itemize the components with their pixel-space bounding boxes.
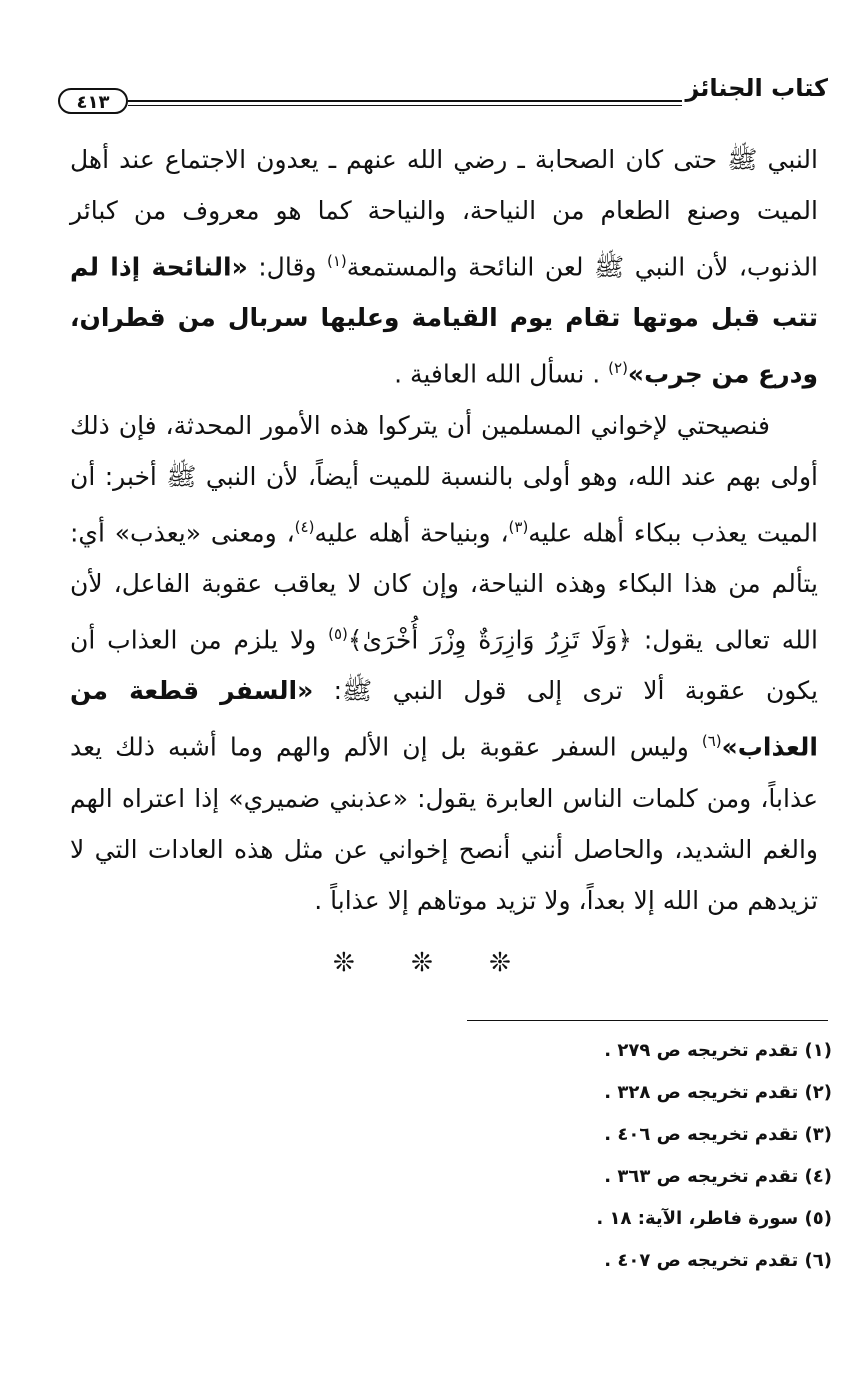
- footnotes: [412, 1030, 832, 1282]
- footnote-3: [412, 1114, 832, 1156]
- paragraph-1: [70, 134, 818, 400]
- footnote-ref-2: (٢): [608, 359, 628, 378]
- footnote-text: تقدم تخريجه ص ٤٠٦ .: [604, 1124, 799, 1145]
- p2-text: فنصيحتي لإخواني المسلمين أن يتركوا هذه الأمور المحدثة، فإن ذلك أولى بهم عند الله، وهو أولى بالنسبة للميت أيضاً، لأن النبي ﷺ أخبر: أن الميت يعذب ببكاء أهله عليه: [70, 410, 818, 547]
- header-rule: [128, 100, 682, 102]
- footnote-number: (٥): [804, 1208, 832, 1229]
- p1-text: النبي ﷺ حتى كان الصحابة ـ رضي الله عنهم ـ يعدون الاجتماع عند أهل الميت وصنع الطعام من النياحة، والنياحة كما هو معروف من كبائر الذنوب، لأن النبي ﷺ لعن النائحة والمستمعة: [70, 145, 819, 282]
- footnote-ref-3: (٣): [508, 517, 529, 536]
- p1-text-2: وقال:: [247, 252, 327, 282]
- footnote-rule: [467, 1020, 828, 1021]
- footnote-text: تقدم تخريجه ص ٣٢٨ .: [604, 1082, 799, 1103]
- footnote-2: [412, 1072, 832, 1114]
- p2-text-2: ، وبنياحة أهله عليه: [314, 517, 509, 547]
- footnote-number: (٢): [804, 1082, 832, 1103]
- footnote-text: تقدم تخريجه ص ٤٠٧ .: [604, 1250, 799, 1271]
- p2-text-5: وليس السفر عقوبة بل إن الألم والهم وما أشبه ذلك يعد عذاباً، ومن كلمات الناس العابرة يقول: «عذبني ضميري» إذا اعتراه الهم والغم الشديد، والحاصل أنني أنصح إخواني عن مثل هذه العادات التي لا تزيدهم من الله إلا بعداً، ولا تزيد موتاهم إلا عذاباً .: [70, 732, 818, 915]
- footnote-text: سورة فاطر، الآية: ١٨ .: [596, 1208, 799, 1229]
- main-text: [70, 134, 818, 926]
- p2-text-4: ولا يلزم من العذاب أن يكون عقوبة ألا ترى إلى قول النبي ﷺ:: [70, 625, 818, 706]
- page-number: ٤١٣: [58, 88, 128, 114]
- footnote-number: (٣): [804, 1124, 832, 1145]
- footnote-ref-1: (١): [326, 252, 347, 270]
- footnote-5: [412, 1198, 832, 1240]
- book-title: كتاب الجنائز: [685, 74, 828, 102]
- paragraph-2: [70, 400, 818, 926]
- footnote-ref-6: (٦): [701, 732, 722, 751]
- footnote-text: تقدم تخريجه ص ٢٧٩ .: [604, 1040, 799, 1061]
- footnote-ref-4: (٤): [294, 517, 315, 536]
- footnote-ref-5: (٥): [328, 624, 348, 643]
- page-header: [58, 70, 828, 113]
- footnote-4: [412, 1156, 832, 1198]
- footnote-text: تقدم تخريجه ص ٣٦٣ .: [604, 1166, 799, 1187]
- p2-text-3: ، ومعنى «يعذب» أي: يتألم من هذا البكاء وهذه النياحة، وإن كان لا يعاقب عقوبة الفاعل، لأن الله تعالى يقول:: [70, 517, 818, 655]
- p1-text-3: . نسأل الله العافية .: [394, 359, 609, 389]
- footnote-1: [412, 1030, 832, 1072]
- section-separator: ❊ ❊ ❊: [333, 948, 535, 978]
- footnote-number: (٦): [804, 1250, 832, 1271]
- footnote-number: (١): [804, 1040, 832, 1061]
- hadith-quote-2: «السفر قطعة من العذاب»: [70, 676, 818, 762]
- hadith-quote-1: «النائحة إذا لم تتب قبل موتها تقام يوم القيامة وعليها سربال من قطران، ودرع من جرب»: [70, 252, 818, 389]
- header-rule-thin: [128, 105, 682, 106]
- footnote-number: (٤): [804, 1166, 832, 1187]
- footnote-6: [412, 1240, 832, 1282]
- quran-verse: ﴿وَلَا تَزِرُ وَازِرَةٌ وِزْرَ أُخْرَىٰ﴾: [347, 625, 632, 655]
